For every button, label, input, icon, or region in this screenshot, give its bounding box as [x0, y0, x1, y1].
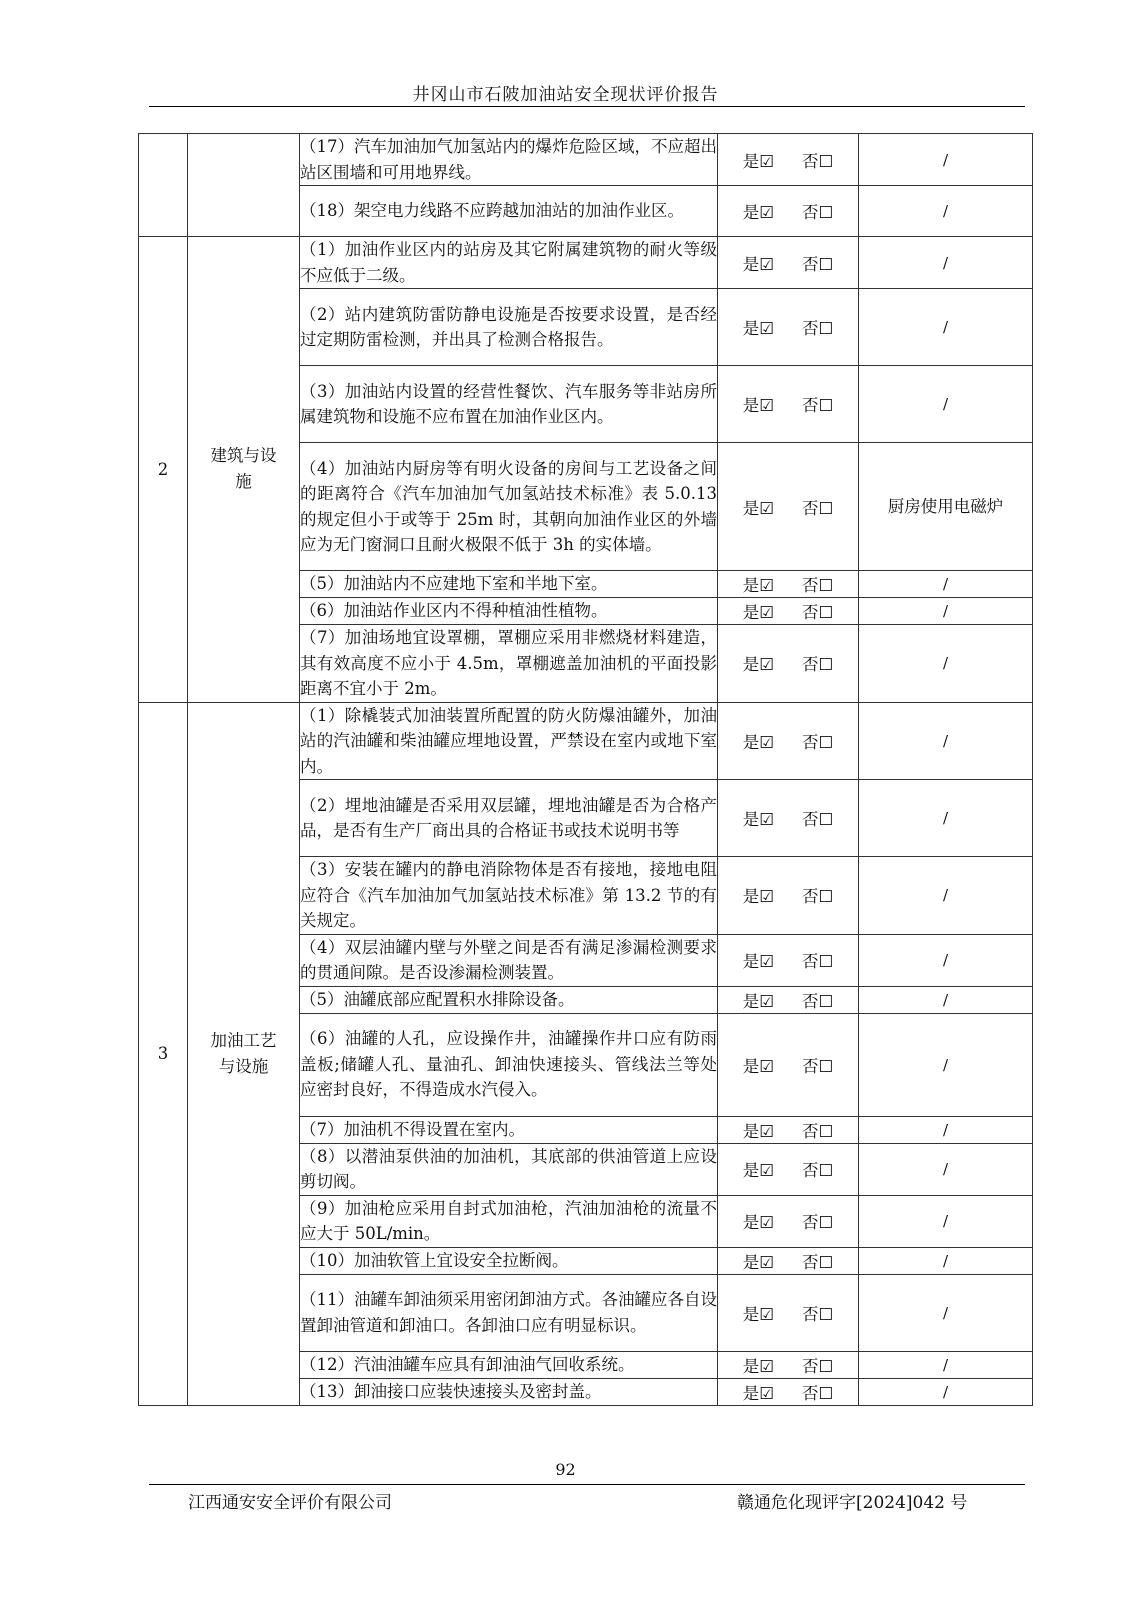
footer-rule	[149, 1484, 1025, 1485]
no-unchecked: 否☐	[802, 1252, 834, 1272]
check-item: （1）加油作业区内的站房及其它附属建筑物的耐火等级不应低于二级。	[300, 237, 718, 289]
item-number	[139, 134, 188, 237]
category-line: 建筑与设	[210, 446, 277, 466]
no-unchecked: 否☐	[802, 319, 834, 338]
remark: /	[859, 1274, 1033, 1351]
no-unchecked: 否☐	[802, 603, 834, 622]
remark: /	[859, 598, 1033, 625]
check-item: （7）加油场地宜设罩棚，罩棚应采用非燃烧材料建造，其有效高度不应小于 4.5m，罩棚遮盖加油机的平面投影距离不宜小于 2m。	[300, 625, 718, 703]
remark: /	[859, 1013, 1033, 1116]
check-result	[718, 625, 859, 703]
no-unchecked: 否☐	[802, 254, 834, 274]
check-result	[718, 1351, 859, 1378]
header-rule	[149, 106, 1025, 107]
yes-checked: 是☑	[742, 810, 774, 829]
check-result	[718, 1013, 859, 1116]
no-unchecked: 否☐	[802, 655, 834, 675]
check-item: （6）油罐的人孔，应设操作井，油罐操作井口应有防雨盖板;储罐人孔、量油孔、卸油快速接头、管线法兰等处应密封良好，不得造成水汽侵入。	[300, 1013, 718, 1116]
yes-checked: 是☑	[742, 1383, 774, 1403]
category-line: 加油工艺	[210, 1030, 277, 1050]
check-item: （5）油罐底部应配置积水排除设备。	[300, 986, 718, 1013]
company-name: 江西通安安全评价有限公司	[188, 1493, 392, 1513]
remark: /	[859, 1116, 1033, 1143]
no-unchecked: 否☐	[802, 1304, 834, 1324]
remark: /	[859, 702, 1033, 780]
yes-checked: 是☑	[742, 1252, 774, 1272]
yes-checked: 是☑	[742, 498, 774, 518]
item-category	[188, 237, 300, 703]
check-result	[718, 237, 859, 289]
check-result	[718, 134, 859, 186]
check-item: （3）安装在罐内的静电消除物体是否有接地，接地电阻应符合《汽车加油加气加氢站技术标准》第 13.2 节的有关规定。	[300, 857, 718, 935]
no-unchecked: 否☐	[802, 952, 834, 971]
yes-checked: 是☑	[742, 203, 774, 222]
yes-checked: 是☑	[742, 1121, 774, 1141]
yes-checked: 是☑	[742, 1304, 774, 1324]
check-result	[718, 1247, 859, 1274]
yes-checked: 是☑	[742, 732, 774, 752]
table-row	[139, 134, 1033, 186]
remark: /	[859, 1351, 1033, 1378]
no-unchecked: 否☐	[802, 151, 834, 171]
no-unchecked: 否☐	[802, 810, 834, 829]
check-result	[718, 702, 859, 780]
remark: /	[859, 289, 1033, 366]
check-item: （2）站内建筑防雷防静电设施是否按要求设置，是否经过定期防雷检测，并出具了检测合格报告。	[300, 289, 718, 366]
remark: /	[859, 366, 1033, 443]
report-number: 赣通危化现评字[2024]042 号	[737, 1493, 968, 1513]
check-result	[718, 1274, 859, 1351]
check-item: （12）汽油油罐车应具有卸油油气回收系统。	[300, 1351, 718, 1378]
no-unchecked: 否☐	[802, 1161, 834, 1180]
check-item: （17）汽车加油加气加氢站内的爆炸危险区域，不应超出站区围墙和可用地界线。	[300, 134, 718, 186]
check-result	[718, 934, 859, 986]
remark: 厨房使用电磁炉	[859, 443, 1033, 571]
check-item: （4）加油站内厨房等有明火设备的房间与工艺设备之间的距离符合《汽车加油加气加氢站技术标准》表 5.0.13 的规定但小于或等于 25m 时，其朝向加油作业区的外墙应为无门窗洞口且耐火极限不低于 3h 的实体墙。	[300, 443, 718, 571]
yes-checked: 是☑	[742, 655, 774, 675]
check-item: （10）加油软管上宜设安全拉断阀。	[300, 1247, 718, 1274]
check-result	[718, 186, 859, 237]
check-item: （4）双层油罐内壁与外壁之间是否有满足渗漏检测要求的贯通间隙。是否设渗漏检测装置。	[300, 934, 718, 986]
check-result	[718, 598, 859, 625]
remark: /	[859, 780, 1033, 857]
yes-checked: 是☑	[742, 1056, 774, 1076]
check-item: （8）以潜油泵供油的加油机，其底部的供油管道上应设剪切阀。	[300, 1143, 718, 1195]
check-item: （1）除橇装式加油装置所配置的防火防爆油罐外，加油站的汽油罐和柴油罐应埋地设置，严禁设在室内或地下室内。	[300, 702, 718, 780]
check-result	[718, 571, 859, 598]
remark: /	[859, 857, 1033, 935]
no-unchecked: 否☐	[802, 732, 834, 752]
remark: /	[859, 134, 1033, 186]
yes-checked: 是☑	[742, 952, 774, 971]
yes-checked: 是☑	[742, 1161, 774, 1180]
category-line: 施	[235, 472, 252, 492]
no-unchecked: 否☐	[802, 1121, 834, 1141]
check-result	[718, 986, 859, 1013]
check-result	[718, 1143, 859, 1195]
check-result	[718, 1378, 859, 1405]
no-unchecked: 否☐	[802, 396, 834, 415]
no-unchecked: 否☐	[802, 1356, 834, 1376]
remark: /	[859, 1247, 1033, 1274]
item-number: 2	[139, 237, 188, 703]
item-number: 3	[139, 702, 188, 1405]
check-item: （9）加油枪应采用自封式加油枪，汽油加油枪的流量不应大于 50L/min。	[300, 1195, 718, 1247]
check-item: （5）加油站内不应建地下室和半地下室。	[300, 571, 718, 598]
no-unchecked: 否☐	[802, 498, 834, 518]
check-result	[718, 1195, 859, 1247]
page-number: 92	[555, 1460, 576, 1479]
remark: /	[859, 1195, 1033, 1247]
no-unchecked: 否☐	[802, 1383, 834, 1403]
remark: /	[859, 571, 1033, 598]
yes-checked: 是☑	[742, 151, 774, 171]
item-category	[188, 702, 300, 1405]
no-unchecked: 否☐	[802, 991, 834, 1011]
check-result	[718, 857, 859, 935]
check-item: （3）加油站内设置的经营性餐饮、汽车服务等非站房所属建筑物和设施不应布置在加油作业区内。	[300, 366, 718, 443]
remark: /	[859, 237, 1033, 289]
yes-checked: 是☑	[742, 1213, 774, 1232]
yes-checked: 是☑	[742, 396, 774, 415]
check-item: （7）加油机不得设置在室内。	[300, 1116, 718, 1143]
report-title: 井冈山市石陂加油站安全现状评价报告	[412, 85, 719, 105]
item-category	[188, 134, 300, 237]
check-result	[718, 443, 859, 571]
yes-checked: 是☑	[742, 991, 774, 1011]
no-unchecked: 否☐	[802, 887, 834, 907]
category-line: 与设施	[218, 1056, 269, 1076]
yes-checked: 是☑	[742, 319, 774, 338]
table-row	[139, 237, 1033, 289]
yes-checked: 是☑	[742, 887, 774, 907]
table-row	[139, 702, 1033, 780]
check-item: （11）油罐车卸油须采用密闭卸油方式。各油罐应各自设置卸油管道和卸油口。各卸油口应有明显标识。	[300, 1274, 718, 1351]
remark: /	[859, 625, 1033, 703]
yes-checked: 是☑	[742, 1356, 774, 1376]
remark: /	[859, 1143, 1033, 1195]
yes-checked: 是☑	[742, 603, 774, 622]
yes-checked: 是☑	[742, 576, 774, 595]
remark: /	[859, 1378, 1033, 1405]
check-result	[718, 289, 859, 366]
check-result	[718, 780, 859, 857]
no-unchecked: 否☐	[802, 1056, 834, 1076]
remark: /	[859, 934, 1033, 986]
remark: /	[859, 186, 1033, 237]
check-item: （2）埋地油罐是否采用双层罐，埋地油罐是否为合格产品，是否有生产厂商出具的合格证书或技术说明书等	[300, 780, 718, 857]
checklist-table	[138, 133, 1033, 1406]
check-result	[718, 1116, 859, 1143]
check-item: （6）加油站作业区内不得种植油性植物。	[300, 598, 718, 625]
check-item: （13）卸油接口应装快速接头及密封盖。	[300, 1378, 718, 1405]
check-item: （18）架空电力线路不应跨越加油站的加油作业区。	[300, 186, 718, 237]
no-unchecked: 否☐	[802, 203, 834, 222]
remark: /	[859, 986, 1033, 1013]
no-unchecked: 否☐	[802, 1213, 834, 1232]
no-unchecked: 否☐	[802, 576, 834, 595]
check-result	[718, 366, 859, 443]
yes-checked: 是☑	[742, 254, 774, 274]
